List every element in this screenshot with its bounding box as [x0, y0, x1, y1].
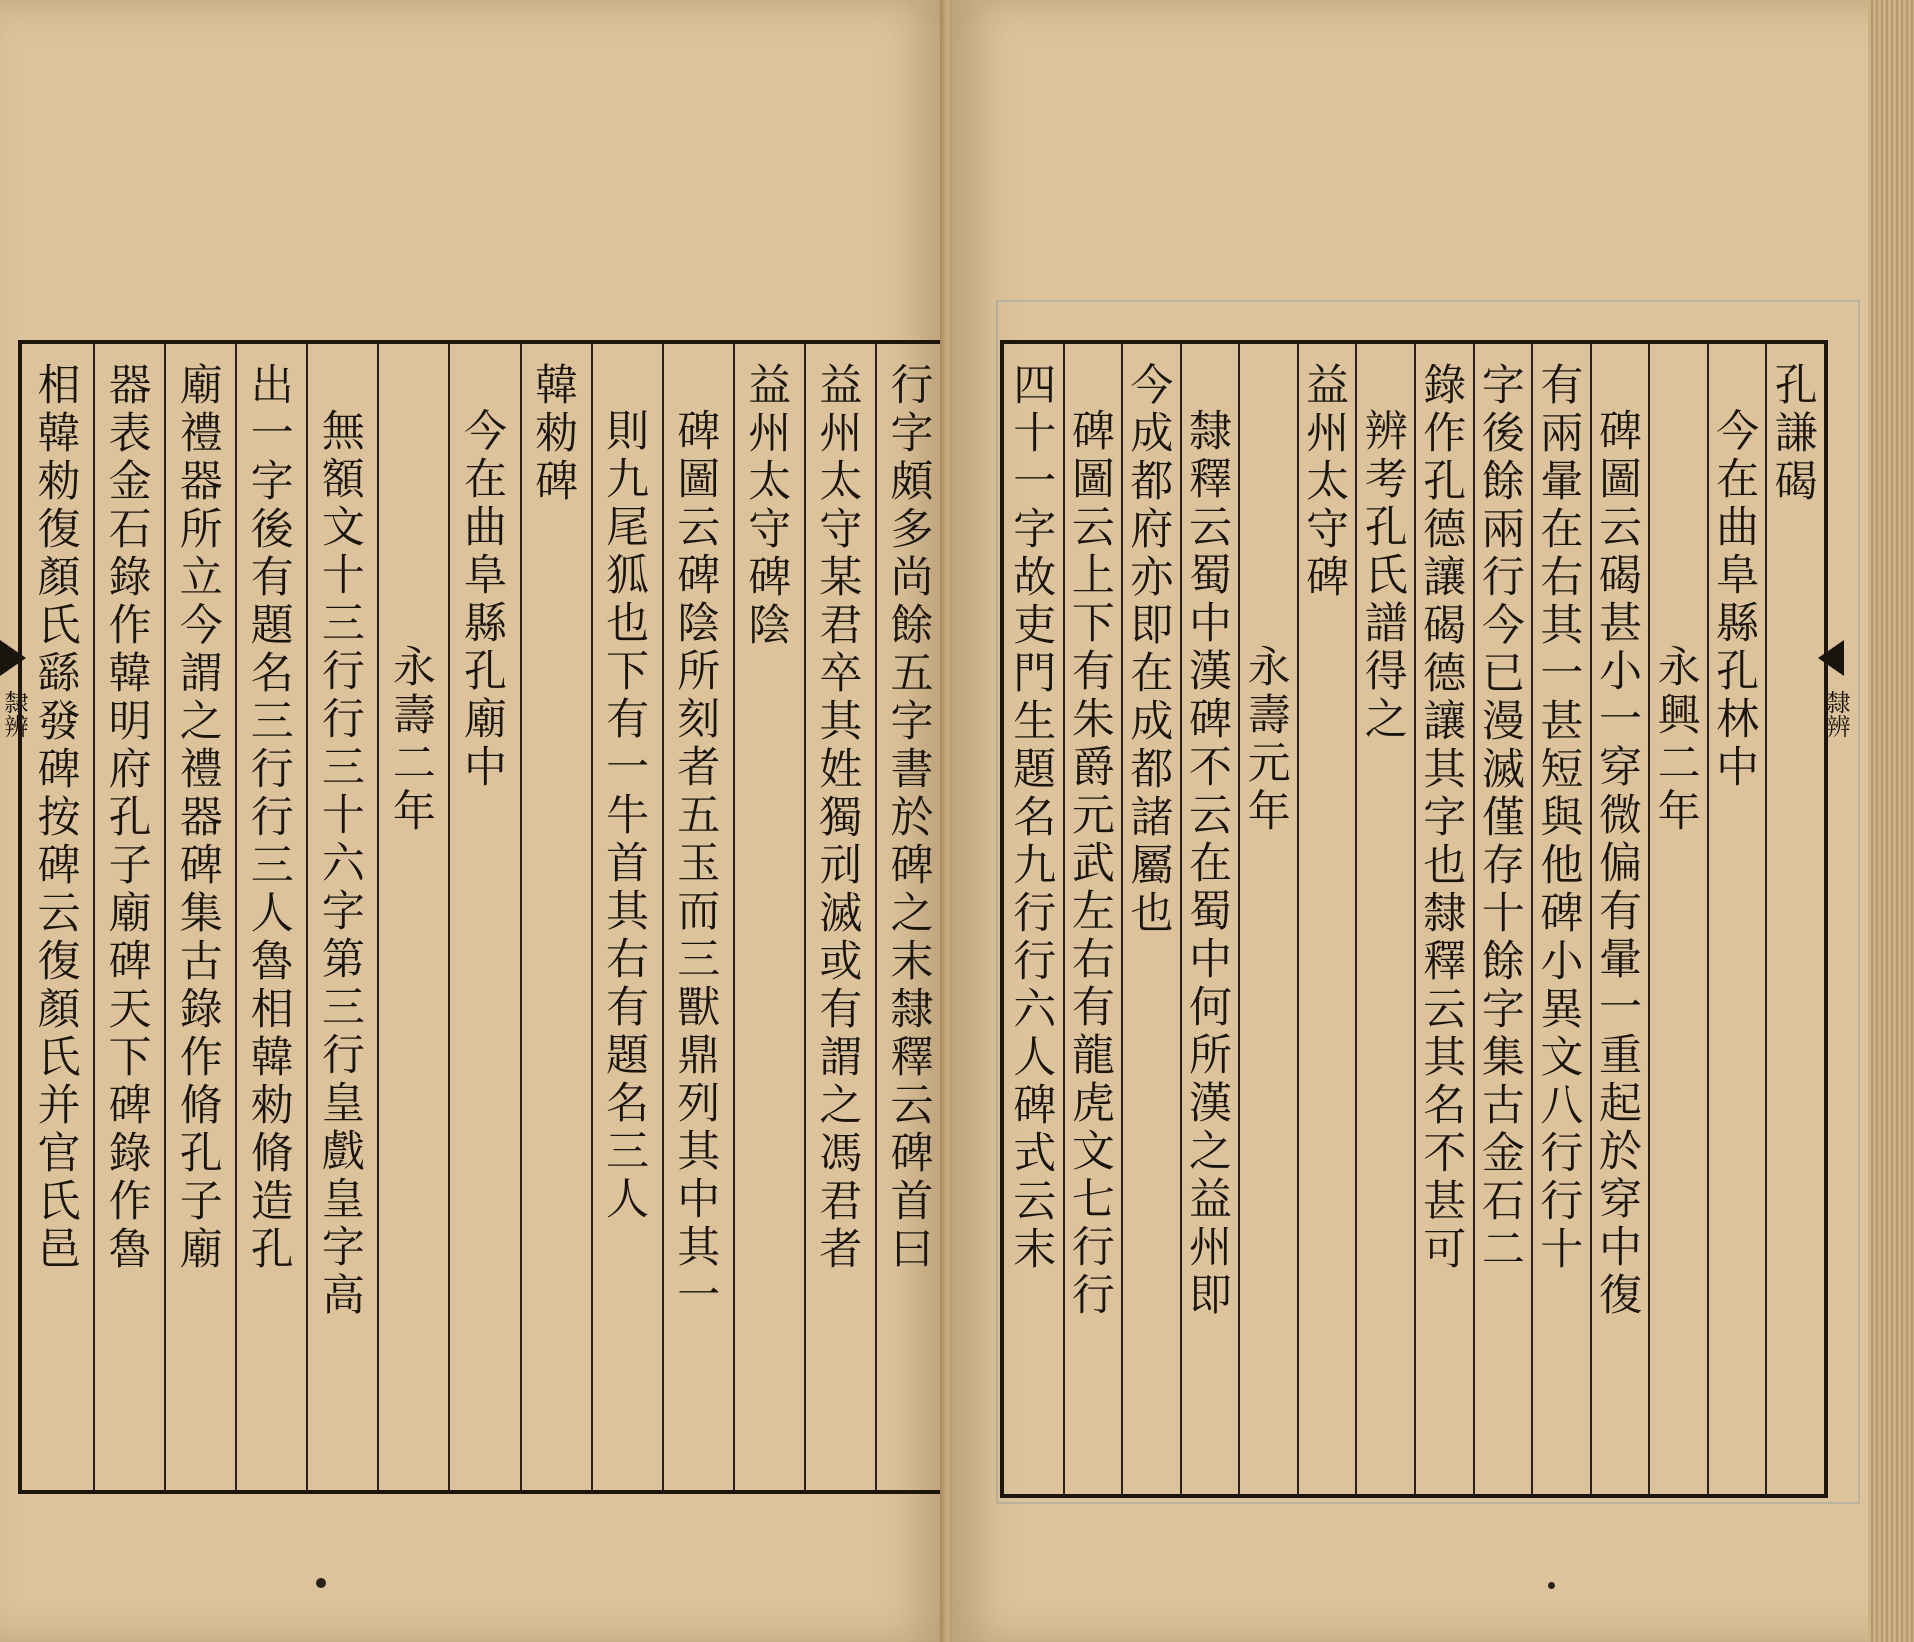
column-rule	[1531, 344, 1533, 1494]
side-margin-label: 隸辨	[0, 690, 28, 738]
left-page	[0, 0, 944, 1642]
ink-spot	[316, 1578, 326, 1588]
text-column: 益州太守某君卒其姓獨刓滅或有謂之馮君者	[812, 362, 863, 1274]
text-column: 錄作孔德讓碣德讓其字也隸釋云其名不甚可	[1416, 362, 1467, 1274]
text-column: 辨考孔氏譜得之	[1357, 408, 1408, 744]
page-edges	[1868, 0, 1914, 1642]
text-column: 益州太守碑	[1299, 362, 1350, 602]
column-rule	[520, 344, 522, 1490]
left-text-frame	[18, 340, 950, 1494]
column-rule	[1063, 344, 1065, 1494]
column-rule	[164, 344, 166, 1490]
text-column: 字後餘兩行今已漫滅僅存十餘字集古金石二	[1474, 362, 1525, 1274]
fish-tail-mark	[0, 640, 26, 676]
text-column: 廟禮器所立今謂之禮器碑集古錄作脩孔子廟	[172, 362, 223, 1274]
column-rule	[1707, 344, 1709, 1494]
text-column: 韓勑碑	[528, 362, 579, 506]
text-column: 器表金石錄作韓明府孔子廟碑天下碑錄作魯	[101, 362, 152, 1274]
text-column: 碑圖云上下有朱爵元武左右有龍虎文七行行	[1064, 408, 1115, 1320]
column-rule	[448, 344, 450, 1490]
column-rule	[1180, 344, 1182, 1494]
column-rule	[804, 344, 806, 1490]
text-column: 出一字後有題名三行行三人魯相韓勑脩造孔	[243, 362, 294, 1274]
text-column: 永壽二年	[385, 644, 436, 836]
side-margin-label-right: 隸辨	[1822, 690, 1850, 738]
ink-spot	[1548, 1582, 1555, 1589]
text-column: 今在曲阜縣孔林中	[1709, 408, 1760, 792]
text-column: 無額文十三行行三十六字第三行皇戲皇字高	[314, 408, 365, 1320]
left-column-area	[22, 344, 946, 1490]
text-column: 永興二年	[1650, 644, 1701, 836]
right-page	[952, 0, 1914, 1642]
column-rule	[1765, 344, 1767, 1494]
text-column: 隸釋云蜀中漢碑不云在蜀中何所漢之益州即	[1182, 408, 1232, 1320]
column-rule	[1590, 344, 1592, 1494]
column-rule	[1473, 344, 1475, 1494]
column-rule	[377, 344, 379, 1490]
column-rule	[875, 344, 877, 1490]
column-rule	[733, 344, 735, 1490]
right-text-frame	[1000, 340, 1828, 1498]
text-column: 今成都府亦即在成都諸屬也	[1123, 362, 1174, 938]
column-rule	[1648, 344, 1650, 1494]
column-rule	[1355, 344, 1357, 1494]
text-column: 有兩暈在右其一甚短與他碑小異文八行行十	[1533, 362, 1584, 1274]
column-rule	[1238, 344, 1240, 1494]
text-column: 永壽元年	[1240, 644, 1291, 836]
column-rule	[591, 344, 593, 1490]
text-column: 相韓勑復顏氏繇發碑按碑云復顏氏并官氏邑	[30, 362, 81, 1274]
column-rule	[306, 344, 308, 1490]
column-rule	[93, 344, 95, 1490]
text-column: 孔謙碣	[1767, 362, 1818, 506]
column-rule	[1297, 344, 1299, 1494]
column-rule	[235, 344, 237, 1490]
fish-tail-mark-right	[1818, 640, 1844, 676]
text-column: 則九尾狐也下有一牛首其右有題名三人	[599, 408, 650, 1224]
column-rule	[662, 344, 664, 1490]
text-column: 行字頗多尚餘五字書於碑之末隸釋云碑首曰	[883, 362, 934, 1274]
text-column: 四十一字故吏門生題名九行行六人碑式云末	[1006, 362, 1057, 1274]
column-rule	[1414, 344, 1416, 1494]
text-column: 益州太守碑陰	[741, 362, 792, 650]
right-column-area	[1004, 344, 1824, 1494]
column-rule	[1121, 344, 1123, 1494]
text-column: 今在曲阜縣孔廟中	[457, 408, 507, 792]
text-column: 碑圖云碣甚小一穿微偏有暈一重起於穿中復	[1592, 408, 1642, 1320]
text-column: 碑圖云碑陰所刻者五玉而三獸鼎列其中其一	[670, 408, 721, 1320]
